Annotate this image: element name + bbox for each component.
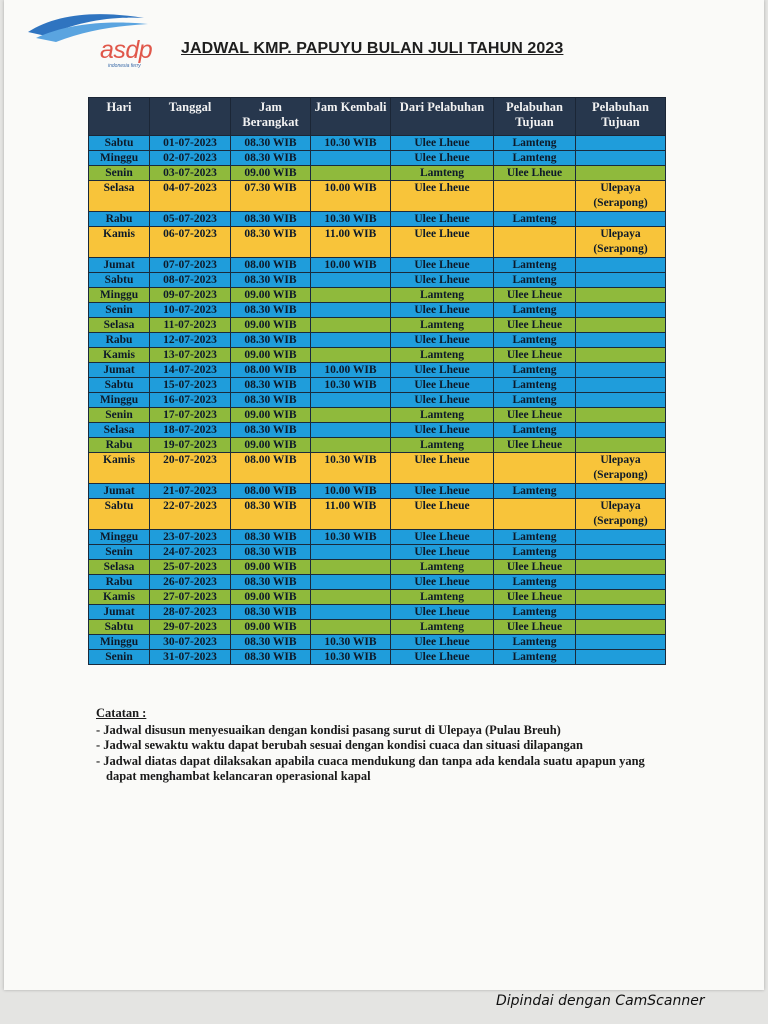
table-row bbox=[89, 136, 666, 151]
cell-pelabuhan-tujuan: Lamteng bbox=[494, 650, 576, 665]
cell-pelabuhan-tujuan: Lamteng bbox=[494, 273, 576, 288]
cell-dari-pelabuhan: Lamteng bbox=[391, 288, 494, 303]
cell-tanggal: 19-07-2023 bbox=[150, 438, 231, 453]
cell-pelabuhan-tujuan-2 bbox=[576, 273, 666, 288]
cell-pelabuhan-tujuan-2 bbox=[576, 166, 666, 181]
cell-tanggal: 17-07-2023 bbox=[150, 408, 231, 423]
cell-pelabuhan-tujuan: Lamteng bbox=[494, 575, 576, 590]
cell-jam-kembali bbox=[311, 408, 391, 423]
cell-tanggal: 22-07-2023 bbox=[150, 499, 231, 530]
notes-heading: Catatan : bbox=[96, 706, 147, 720]
logo-tagline: indonesia ferry bbox=[108, 63, 141, 69]
table-row bbox=[89, 303, 666, 318]
cell-hari: Selasa bbox=[89, 423, 150, 438]
cell-dari-pelabuhan: Ulee Lheue bbox=[391, 273, 494, 288]
cell-jam-berangkat: 08.30 WIB bbox=[231, 605, 311, 620]
cell-pelabuhan-tujuan-2 bbox=[576, 650, 666, 665]
table-row bbox=[89, 348, 666, 363]
cell-pelabuhan-tujuan-2 bbox=[576, 258, 666, 273]
cell-hari: Sabtu bbox=[89, 378, 150, 393]
cell-pelabuhan-tujuan: Lamteng bbox=[494, 545, 576, 560]
table-row bbox=[89, 605, 666, 620]
cell-jam-berangkat: 08.30 WIB bbox=[231, 151, 311, 166]
cell-dari-pelabuhan: Ulee Lheue bbox=[391, 530, 494, 545]
cell-pelabuhan-tujuan: Ulee Lheue bbox=[494, 590, 576, 605]
cell-pelabuhan-tujuan-2: Ulepaya (Serapong) bbox=[576, 453, 666, 484]
cell-pelabuhan-tujuan-2 bbox=[576, 635, 666, 650]
cell-hari: Senin bbox=[89, 166, 150, 181]
cell-pelabuhan-tujuan-2 bbox=[576, 590, 666, 605]
table-row bbox=[89, 258, 666, 273]
cell-hari: Minggu bbox=[89, 151, 150, 166]
cell-pelabuhan-tujuan-2 bbox=[576, 620, 666, 635]
cell-tanggal: 31-07-2023 bbox=[150, 650, 231, 665]
cell-pelabuhan-tujuan-2 bbox=[576, 212, 666, 227]
cell-dari-pelabuhan: Ulee Lheue bbox=[391, 333, 494, 348]
cell-tanggal: 23-07-2023 bbox=[150, 530, 231, 545]
cell-jam-kembali: 10.00 WIB bbox=[311, 181, 391, 212]
cell-dari-pelabuhan: Lamteng bbox=[391, 620, 494, 635]
cell-jam-berangkat: 09.00 WIB bbox=[231, 620, 311, 635]
cell-pelabuhan-tujuan: Ulee Lheue bbox=[494, 560, 576, 575]
cell-pelabuhan-tujuan-2 bbox=[576, 605, 666, 620]
note-item: - Jadwal disusun menyesuaikan dengan kondisi pasang surut di Ulepaya (Pulau Breuh) bbox=[96, 722, 561, 737]
cell-jam-kembali bbox=[311, 288, 391, 303]
cell-hari: Senin bbox=[89, 303, 150, 318]
cell-tanggal: 24-07-2023 bbox=[150, 545, 231, 560]
cell-dari-pelabuhan: Ulee Lheue bbox=[391, 650, 494, 665]
cell-pelabuhan-tujuan-2 bbox=[576, 348, 666, 363]
cell-pelabuhan-tujuan-2 bbox=[576, 363, 666, 378]
table-row bbox=[89, 650, 666, 665]
cell-tanggal: 21-07-2023 bbox=[150, 484, 231, 499]
asdp-logo bbox=[26, 8, 156, 68]
note-item: - Jadwal sewaktu waktu dapat berubah sesuai dengan kondisi cuaca dan situasi dilapangan bbox=[96, 738, 583, 752]
cell-hari: Kamis bbox=[89, 227, 150, 258]
table-row bbox=[89, 151, 666, 166]
cell-pelabuhan-tujuan bbox=[494, 499, 576, 530]
table-row bbox=[89, 545, 666, 560]
cell-jam-kembali bbox=[311, 333, 391, 348]
page-title: JADWAL KMP. PAPUYU BULAN JULI TAHUN 2023 bbox=[181, 40, 564, 57]
cell-dari-pelabuhan: Ulee Lheue bbox=[391, 303, 494, 318]
cell-hari: Rabu bbox=[89, 333, 150, 348]
table-row bbox=[89, 318, 666, 333]
cell-jam-berangkat: 09.00 WIB bbox=[231, 288, 311, 303]
table-row bbox=[89, 393, 666, 408]
table-row bbox=[89, 288, 666, 303]
cell-jam-berangkat: 08.30 WIB bbox=[231, 423, 311, 438]
table-row bbox=[89, 453, 666, 484]
cell-jam-kembali bbox=[311, 620, 391, 635]
cell-pelabuhan-tujuan-2 bbox=[576, 333, 666, 348]
cell-jam-kembali: 10.30 WIB bbox=[311, 212, 391, 227]
cell-pelabuhan-tujuan: Lamteng bbox=[494, 530, 576, 545]
header-pelabuhan-tujuan-2: Pelabuhan Tujuan bbox=[576, 98, 666, 136]
cell-pelabuhan-tujuan: Ulee Lheue bbox=[494, 166, 576, 181]
table-row bbox=[89, 575, 666, 590]
cell-dari-pelabuhan: Lamteng bbox=[391, 318, 494, 333]
table-row bbox=[89, 530, 666, 545]
cell-pelabuhan-tujuan bbox=[494, 453, 576, 484]
cell-hari: Jumat bbox=[89, 605, 150, 620]
cell-jam-kembali bbox=[311, 438, 391, 453]
cell-hari: Minggu bbox=[89, 288, 150, 303]
cell-hari: Sabtu bbox=[89, 136, 150, 151]
table-row bbox=[89, 438, 666, 453]
cell-jam-kembali bbox=[311, 303, 391, 318]
schedule-table bbox=[88, 97, 666, 665]
cell-pelabuhan-tujuan: Ulee Lheue bbox=[494, 288, 576, 303]
cell-jam-kembali bbox=[311, 348, 391, 363]
table-row bbox=[89, 408, 666, 423]
cell-pelabuhan-tujuan: Lamteng bbox=[494, 151, 576, 166]
cell-tanggal: 14-07-2023 bbox=[150, 363, 231, 378]
cell-jam-berangkat: 08.30 WIB bbox=[231, 378, 311, 393]
table-row bbox=[89, 212, 666, 227]
cell-dari-pelabuhan: Ulee Lheue bbox=[391, 363, 494, 378]
cell-tanggal: 10-07-2023 bbox=[150, 303, 231, 318]
cell-hari: Kamis bbox=[89, 453, 150, 484]
cell-tanggal: 16-07-2023 bbox=[150, 393, 231, 408]
cell-jam-kembali: 10.00 WIB bbox=[311, 363, 391, 378]
cell-jam-berangkat: 09.00 WIB bbox=[231, 348, 311, 363]
cell-jam-berangkat: 08.30 WIB bbox=[231, 575, 311, 590]
cell-tanggal: 27-07-2023 bbox=[150, 590, 231, 605]
cell-jam-berangkat: 08.00 WIB bbox=[231, 258, 311, 273]
header-dari-pelabuhan: Dari Pelabuhan bbox=[391, 98, 494, 136]
cell-jam-berangkat: 08.30 WIB bbox=[231, 273, 311, 288]
cell-tanggal: 28-07-2023 bbox=[150, 605, 231, 620]
cell-pelabuhan-tujuan: Lamteng bbox=[494, 212, 576, 227]
cell-dari-pelabuhan: Ulee Lheue bbox=[391, 605, 494, 620]
cell-jam-berangkat: 09.00 WIB bbox=[231, 560, 311, 575]
cell-dari-pelabuhan: Ulee Lheue bbox=[391, 393, 494, 408]
cell-pelabuhan-tujuan-2: Ulepaya (Serapong) bbox=[576, 181, 666, 212]
cell-tanggal: 05-07-2023 bbox=[150, 212, 231, 227]
cell-pelabuhan-tujuan-2 bbox=[576, 408, 666, 423]
cell-pelabuhan-tujuan: Lamteng bbox=[494, 635, 576, 650]
cell-pelabuhan-tujuan-2: Ulepaya (Serapong) bbox=[576, 499, 666, 530]
cell-jam-kembali bbox=[311, 605, 391, 620]
cell-jam-berangkat: 08.00 WIB bbox=[231, 363, 311, 378]
cell-hari: Sabtu bbox=[89, 273, 150, 288]
cell-jam-kembali: 11.00 WIB bbox=[311, 227, 391, 258]
cell-pelabuhan-tujuan: Lamteng bbox=[494, 378, 576, 393]
cell-dari-pelabuhan: Ulee Lheue bbox=[391, 227, 494, 258]
cell-dari-pelabuhan: Ulee Lheue bbox=[391, 378, 494, 393]
cell-jam-kembali: 10.00 WIB bbox=[311, 484, 391, 499]
cell-jam-kembali bbox=[311, 560, 391, 575]
table-row bbox=[89, 181, 666, 212]
cell-pelabuhan-tujuan-2 bbox=[576, 318, 666, 333]
cell-hari: Jumat bbox=[89, 484, 150, 499]
cell-tanggal: 13-07-2023 bbox=[150, 348, 231, 363]
cell-tanggal: 18-07-2023 bbox=[150, 423, 231, 438]
cell-hari: Jumat bbox=[89, 363, 150, 378]
header-jam-kembali: Jam Kembali bbox=[311, 98, 391, 136]
cell-jam-berangkat: 09.00 WIB bbox=[231, 438, 311, 453]
table-header-row bbox=[89, 98, 666, 136]
cell-pelabuhan-tujuan bbox=[494, 227, 576, 258]
cell-dari-pelabuhan: Ulee Lheue bbox=[391, 453, 494, 484]
table-row bbox=[89, 560, 666, 575]
cell-pelabuhan-tujuan: Lamteng bbox=[494, 136, 576, 151]
cell-pelabuhan-tujuan: Ulee Lheue bbox=[494, 348, 576, 363]
cell-hari: Sabtu bbox=[89, 499, 150, 530]
cell-jam-berangkat: 08.30 WIB bbox=[231, 333, 311, 348]
cell-pelabuhan-tujuan-2 bbox=[576, 151, 666, 166]
cell-pelabuhan-tujuan-2 bbox=[576, 530, 666, 545]
table-row bbox=[89, 273, 666, 288]
cell-pelabuhan-tujuan-2 bbox=[576, 545, 666, 560]
table-row bbox=[89, 484, 666, 499]
cell-hari: Minggu bbox=[89, 530, 150, 545]
cell-tanggal: 12-07-2023 bbox=[150, 333, 231, 348]
cell-hari: Senin bbox=[89, 408, 150, 423]
cell-jam-kembali bbox=[311, 151, 391, 166]
cell-pelabuhan-tujuan-2: Ulepaya (Serapong) bbox=[576, 227, 666, 258]
cell-jam-berangkat: 08.30 WIB bbox=[231, 530, 311, 545]
cell-jam-kembali: 10.00 WIB bbox=[311, 258, 391, 273]
cell-dari-pelabuhan: Ulee Lheue bbox=[391, 258, 494, 273]
cell-hari: Rabu bbox=[89, 212, 150, 227]
cell-dari-pelabuhan: Lamteng bbox=[391, 560, 494, 575]
cell-pelabuhan-tujuan: Lamteng bbox=[494, 423, 576, 438]
cell-jam-kembali bbox=[311, 166, 391, 181]
header-tanggal: Tanggal bbox=[150, 98, 231, 136]
cell-pelabuhan-tujuan-2 bbox=[576, 423, 666, 438]
table-row bbox=[89, 227, 666, 258]
table-row bbox=[89, 363, 666, 378]
camscanner-watermark: Dipindai dengan CamScanner bbox=[496, 993, 705, 1009]
cell-dari-pelabuhan: Lamteng bbox=[391, 590, 494, 605]
cell-jam-kembali bbox=[311, 590, 391, 605]
cell-pelabuhan-tujuan-2 bbox=[576, 438, 666, 453]
schedule-body bbox=[89, 136, 666, 665]
cell-hari: Rabu bbox=[89, 438, 150, 453]
cell-tanggal: 09-07-2023 bbox=[150, 288, 231, 303]
cell-dari-pelabuhan: Ulee Lheue bbox=[391, 499, 494, 530]
cell-pelabuhan-tujuan-2 bbox=[576, 378, 666, 393]
cell-hari: Kamis bbox=[89, 348, 150, 363]
cell-tanggal: 29-07-2023 bbox=[150, 620, 231, 635]
cell-jam-berangkat: 09.00 WIB bbox=[231, 590, 311, 605]
cell-tanggal: 01-07-2023 bbox=[150, 136, 231, 151]
cell-jam-berangkat: 07.30 WIB bbox=[231, 181, 311, 212]
cell-tanggal: 30-07-2023 bbox=[150, 635, 231, 650]
cell-jam-kembali bbox=[311, 273, 391, 288]
cell-pelabuhan-tujuan: Lamteng bbox=[494, 333, 576, 348]
cell-hari: Selasa bbox=[89, 318, 150, 333]
cell-jam-berangkat: 08.30 WIB bbox=[231, 393, 311, 408]
cell-pelabuhan-tujuan: Lamteng bbox=[494, 303, 576, 318]
cell-jam-kembali bbox=[311, 575, 391, 590]
cell-tanggal: 08-07-2023 bbox=[150, 273, 231, 288]
cell-pelabuhan-tujuan: Lamteng bbox=[494, 363, 576, 378]
cell-hari: Jumat bbox=[89, 258, 150, 273]
cell-dari-pelabuhan: Ulee Lheue bbox=[391, 151, 494, 166]
cell-jam-berangkat: 09.00 WIB bbox=[231, 408, 311, 423]
cell-pelabuhan-tujuan-2 bbox=[576, 560, 666, 575]
cell-dari-pelabuhan: Lamteng bbox=[391, 408, 494, 423]
cell-dari-pelabuhan: Ulee Lheue bbox=[391, 575, 494, 590]
cell-pelabuhan-tujuan: Lamteng bbox=[494, 605, 576, 620]
cell-dari-pelabuhan: Ulee Lheue bbox=[391, 136, 494, 151]
cell-jam-berangkat: 08.30 WIB bbox=[231, 545, 311, 560]
notes-section bbox=[96, 706, 646, 785]
cell-jam-kembali: 11.00 WIB bbox=[311, 499, 391, 530]
cell-jam-kembali bbox=[311, 318, 391, 333]
cell-hari: Kamis bbox=[89, 590, 150, 605]
cell-jam-berangkat: 08.30 WIB bbox=[231, 635, 311, 650]
cell-dari-pelabuhan: Ulee Lheue bbox=[391, 181, 494, 212]
cell-tanggal: 25-07-2023 bbox=[150, 560, 231, 575]
cell-hari: Sabtu bbox=[89, 620, 150, 635]
cell-dari-pelabuhan: Lamteng bbox=[391, 166, 494, 181]
table-row bbox=[89, 423, 666, 438]
cell-pelabuhan-tujuan: Ulee Lheue bbox=[494, 408, 576, 423]
cell-dari-pelabuhan: Ulee Lheue bbox=[391, 545, 494, 560]
notes-list bbox=[96, 723, 646, 785]
cell-jam-kembali: 10.30 WIB bbox=[311, 530, 391, 545]
cell-hari: Selasa bbox=[89, 560, 150, 575]
header-jam-berangkat: Jam Berangkat bbox=[231, 98, 311, 136]
cell-dari-pelabuhan: Lamteng bbox=[391, 348, 494, 363]
cell-jam-berangkat: 09.00 WIB bbox=[231, 318, 311, 333]
cell-pelabuhan-tujuan bbox=[494, 181, 576, 212]
cell-jam-berangkat: 08.30 WIB bbox=[231, 212, 311, 227]
cell-pelabuhan-tujuan: Ulee Lheue bbox=[494, 438, 576, 453]
cell-jam-kembali: 10.30 WIB bbox=[311, 136, 391, 151]
cell-jam-berangkat: 08.00 WIB bbox=[231, 453, 311, 484]
cell-dari-pelabuhan: Ulee Lheue bbox=[391, 635, 494, 650]
table-row bbox=[89, 590, 666, 605]
cell-hari: Minggu bbox=[89, 393, 150, 408]
cell-jam-berangkat: 08.30 WIB bbox=[231, 227, 311, 258]
cell-dari-pelabuhan: Ulee Lheue bbox=[391, 423, 494, 438]
cell-pelabuhan-tujuan-2 bbox=[576, 393, 666, 408]
cell-hari: Senin bbox=[89, 545, 150, 560]
header-hari: Hari bbox=[89, 98, 150, 136]
table-row bbox=[89, 499, 666, 530]
cell-tanggal: 11-07-2023 bbox=[150, 318, 231, 333]
table-row bbox=[89, 635, 666, 650]
cell-pelabuhan-tujuan-2 bbox=[576, 288, 666, 303]
cell-jam-berangkat: 08.30 WIB bbox=[231, 499, 311, 530]
cell-tanggal: 20-07-2023 bbox=[150, 453, 231, 484]
cell-jam-kembali: 10.30 WIB bbox=[311, 650, 391, 665]
cell-tanggal: 06-07-2023 bbox=[150, 227, 231, 258]
cell-pelabuhan-tujuan-2 bbox=[576, 575, 666, 590]
cell-jam-kembali: 10.30 WIB bbox=[311, 378, 391, 393]
cell-jam-kembali bbox=[311, 393, 391, 408]
table-row bbox=[89, 620, 666, 635]
cell-jam-kembali bbox=[311, 545, 391, 560]
cell-hari: Senin bbox=[89, 650, 150, 665]
cell-dari-pelabuhan: Lamteng bbox=[391, 438, 494, 453]
cell-pelabuhan-tujuan: Ulee Lheue bbox=[494, 620, 576, 635]
cell-tanggal: 26-07-2023 bbox=[150, 575, 231, 590]
cell-pelabuhan-tujuan-2 bbox=[576, 484, 666, 499]
cell-pelabuhan-tujuan-2 bbox=[576, 136, 666, 151]
table-row bbox=[89, 378, 666, 393]
cell-hari: Selasa bbox=[89, 181, 150, 212]
cell-hari: Minggu bbox=[89, 635, 150, 650]
note-item: - Jadwal diatas dapat dilaksakan apabila cuaca mendukung dan tanpa ada kendala suatu apapun yang dapat menghambat kelancaran operasional kapal bbox=[96, 753, 645, 783]
cell-jam-berangkat: 09.00 WIB bbox=[231, 166, 311, 181]
logo-brand: asdp bbox=[100, 36, 153, 64]
table-row bbox=[89, 166, 666, 181]
cell-pelabuhan-tujuan-2 bbox=[576, 303, 666, 318]
table-row bbox=[89, 333, 666, 348]
cell-jam-kembali: 10.30 WIB bbox=[311, 635, 391, 650]
cell-tanggal: 03-07-2023 bbox=[150, 166, 231, 181]
header-pelabuhan-tujuan: Pelabuhan Tujuan bbox=[494, 98, 576, 136]
cell-tanggal: 04-07-2023 bbox=[150, 181, 231, 212]
cell-tanggal: 02-07-2023 bbox=[150, 151, 231, 166]
cell-jam-berangkat: 08.00 WIB bbox=[231, 484, 311, 499]
cell-hari: Rabu bbox=[89, 575, 150, 590]
cell-pelabuhan-tujuan: Lamteng bbox=[494, 484, 576, 499]
cell-pelabuhan-tujuan: Lamteng bbox=[494, 393, 576, 408]
cell-tanggal: 07-07-2023 bbox=[150, 258, 231, 273]
cell-pelabuhan-tujuan: Ulee Lheue bbox=[494, 318, 576, 333]
cell-jam-berangkat: 08.30 WIB bbox=[231, 303, 311, 318]
cell-jam-berangkat: 08.30 WIB bbox=[231, 650, 311, 665]
cell-jam-kembali: 10.30 WIB bbox=[311, 453, 391, 484]
cell-dari-pelabuhan: Ulee Lheue bbox=[391, 212, 494, 227]
cell-pelabuhan-tujuan: Lamteng bbox=[494, 258, 576, 273]
cell-dari-pelabuhan: Ulee Lheue bbox=[391, 484, 494, 499]
cell-jam-kembali bbox=[311, 423, 391, 438]
cell-jam-berangkat: 08.30 WIB bbox=[231, 136, 311, 151]
cell-tanggal: 15-07-2023 bbox=[150, 378, 231, 393]
